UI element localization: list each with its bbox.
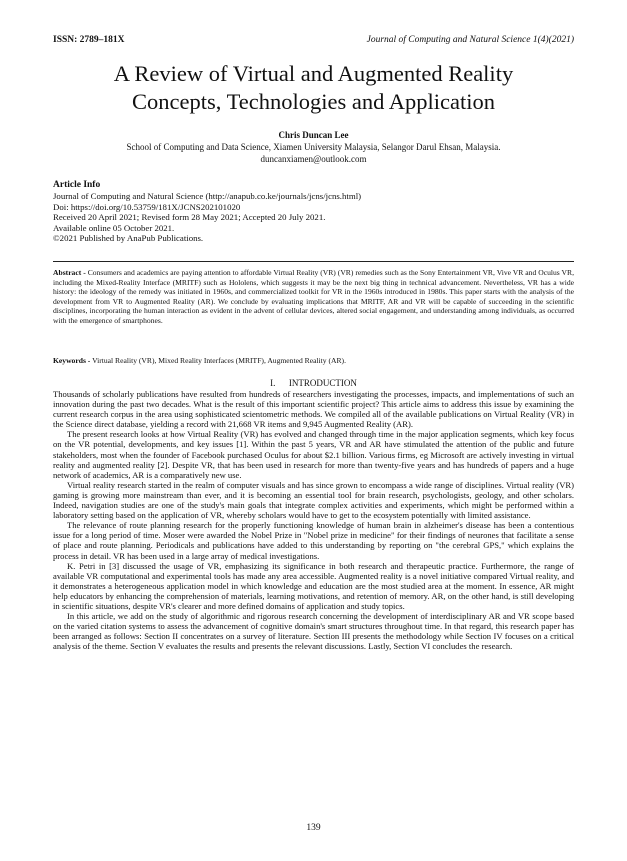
paragraph: Thousands of scholarly publications have resulted from hundreds of researchers investigating the processes, impacts, and implementations of such an innovation during the past two decades. What is the result of this important scientific project? This article aims to address this issue by examining the current research corpus in the area using sophisticated scientometric methods. We compiled all of the available publications on Virtual Reality (VR) in the Science direct database, yielding a record with 21,668 VR items and 9,945 Augmented Reality (AR). [53,389,574,430]
article-info [53,180,361,244]
author-block [40,129,587,165]
paragraph: K. Petri in [3] discussed the usage of VR, emphasizing its significance in both research and therapeutic practice. Furthermore, the range of available VR computational and experimental tools has made any area accessible. Augmented reality is a novel initiative compared Virtual reality, and it demonstrates a heterogeneous application model in which knowledge and education are the most studied area at the moment. In essence, AR might help educators by enhancing the comprehension of materials, learning motivations, and retention of memory. AR, on the other hand, is still developing in scientific situations, despite VR's clearer and more defined domains of application and study topics. [53,560,574,611]
paragraph: The relevance of route planning research for the properly functioning knowledge of human brain in alzheimer's disease has been a contentious issue for a long period of time. Moser were awarded the Nobel Prize in "Nobel prize in medicine" for their findings of neurones that facilitate a sense of place and route planning. Periodicals and publications have added to this understanding by reporting on "the cerebral GPS," which explains the process in detail. VR has been used in a large array of medical investigations. [53,520,574,561]
received-line: Received 20 April 2021; Revised form 28 May 2021; Accepted 20 July 2021. [53,212,326,222]
section-heading: I. INTRODUCTION [270,378,357,388]
title-line-1: A Review of Virtual and Augmented Reality [113,61,514,86]
divider [53,261,574,262]
issn-header: ISSN: 2789–181X [53,35,125,45]
abstract [53,268,574,326]
keywords-label: Keywords - [53,356,91,365]
keywords [53,356,574,366]
introduction-body [53,389,574,651]
author-email: duncanxiamen@outlook.com [260,154,367,164]
abstract-label: Abstract - [53,268,86,277]
paper-title [40,60,587,116]
journal-line: Journal of Computing and Natural Science (http://anapub.co.ke/journals/jcns/jcns.html) [53,191,362,201]
doi-line: Doi: https://doi.org/10.53759/181X/JCNS202101020 [53,201,241,212]
paragraph: The present research looks at how Virtual Reality (VR) has evolved and changed through time in the major application segments, which key focus on the VR potential, developments, and key issues [1]. Within the past 5 years, VR and AR have stimulated the attention of the public and future stakeholders, most when the founder of Facebook purchased Oculus for about $2.1 billion. Various firms, eg Microsoft are actively investing in virtual reality and augmented reality [2]. Despite VR, that has been used in research for more than twenty-five years and has hundreds of papers and a huge network of academics, AR is a comparatively new use. [53,429,574,480]
author-name: Chris Duncan Lee [278,130,349,140]
journal-header: Journal of Computing and Natural Science 1(4)(2021) [366,35,574,45]
abstract-text: Consumers and academics are paying attention to affordable Virtual Reality (VR) (VR) remedies such as the Sony Entertainment VR, Vive VR and Oculus VR, including the Mixed-Reality Interface (MRITF) such as Hololens, which suggests it may be the next big thing in technical advancement. Nevertheless, VR has a wide history: the ideology of the remedy was initiated in 1960s, and commercialized toolkit for VR in the 1960s introduced in 1980s. This paper starts with the analysis of the development from VR to Augmented Reality (AR). We conclude by evaluating implications that MRITF, AR and VR will be capable of succeeding in the scientific disciplines, incorporating the human interaction as evident in the advent of cellular devices, altered social engagement, and understanding among individuals, as occurred with the emergence of smartphones. [53,268,574,325]
title-line-2: Concepts, Technologies and Application [132,89,495,114]
article-info-heading: Article Info [53,180,101,190]
copyright-line: ©2021 Published by AnaPub Publications. [53,233,204,243]
author-affiliation: School of Computing and Data Science, Xiamen University Malaysia, Selangor Darul Ehsan, Malaysia. [126,142,501,152]
paragraph: In this article, we add on the study of algorithmic and rigorous research concerning the development of interdisciplinary AR and VR scope based on the varied citation systems to assess the advancement of cognitive domain's smart structures throughout time. In that regard, this research paper has been arranged as follows: Section II concentrates on a survey of literature. Section III presents the methodology while Section IV focuses on a critical analysis of the theme. Section V evaluates the results and presents the relevant discussions. Lastly, Section VI concludes the research. [53,611,574,652]
online-line: Available online 05 October 2021. [53,222,175,233]
keywords-text: Virtual Reality (VR), Mixed Reality Interfaces (MRITF), Augmented Reality (AR). [92,356,346,365]
page-number: 139 [306,823,321,833]
paragraph: Virtual reality research started in the realm of computer visuals and has since grown to encompass a wide range of disciplines. Virtual reality (VR) gaming is growing more mainstream than ever, and it is becoming an essential tool for brain research, psychologists, geology, and other scholars. Indeed, navigation studies are one of the study's main goals that integrate complex activities and experiments, which might be performed within a laboratory setting based on the application of VR, whereby scholars would have to get to the ecosystem potentially with limited assistance. [53,479,574,521]
